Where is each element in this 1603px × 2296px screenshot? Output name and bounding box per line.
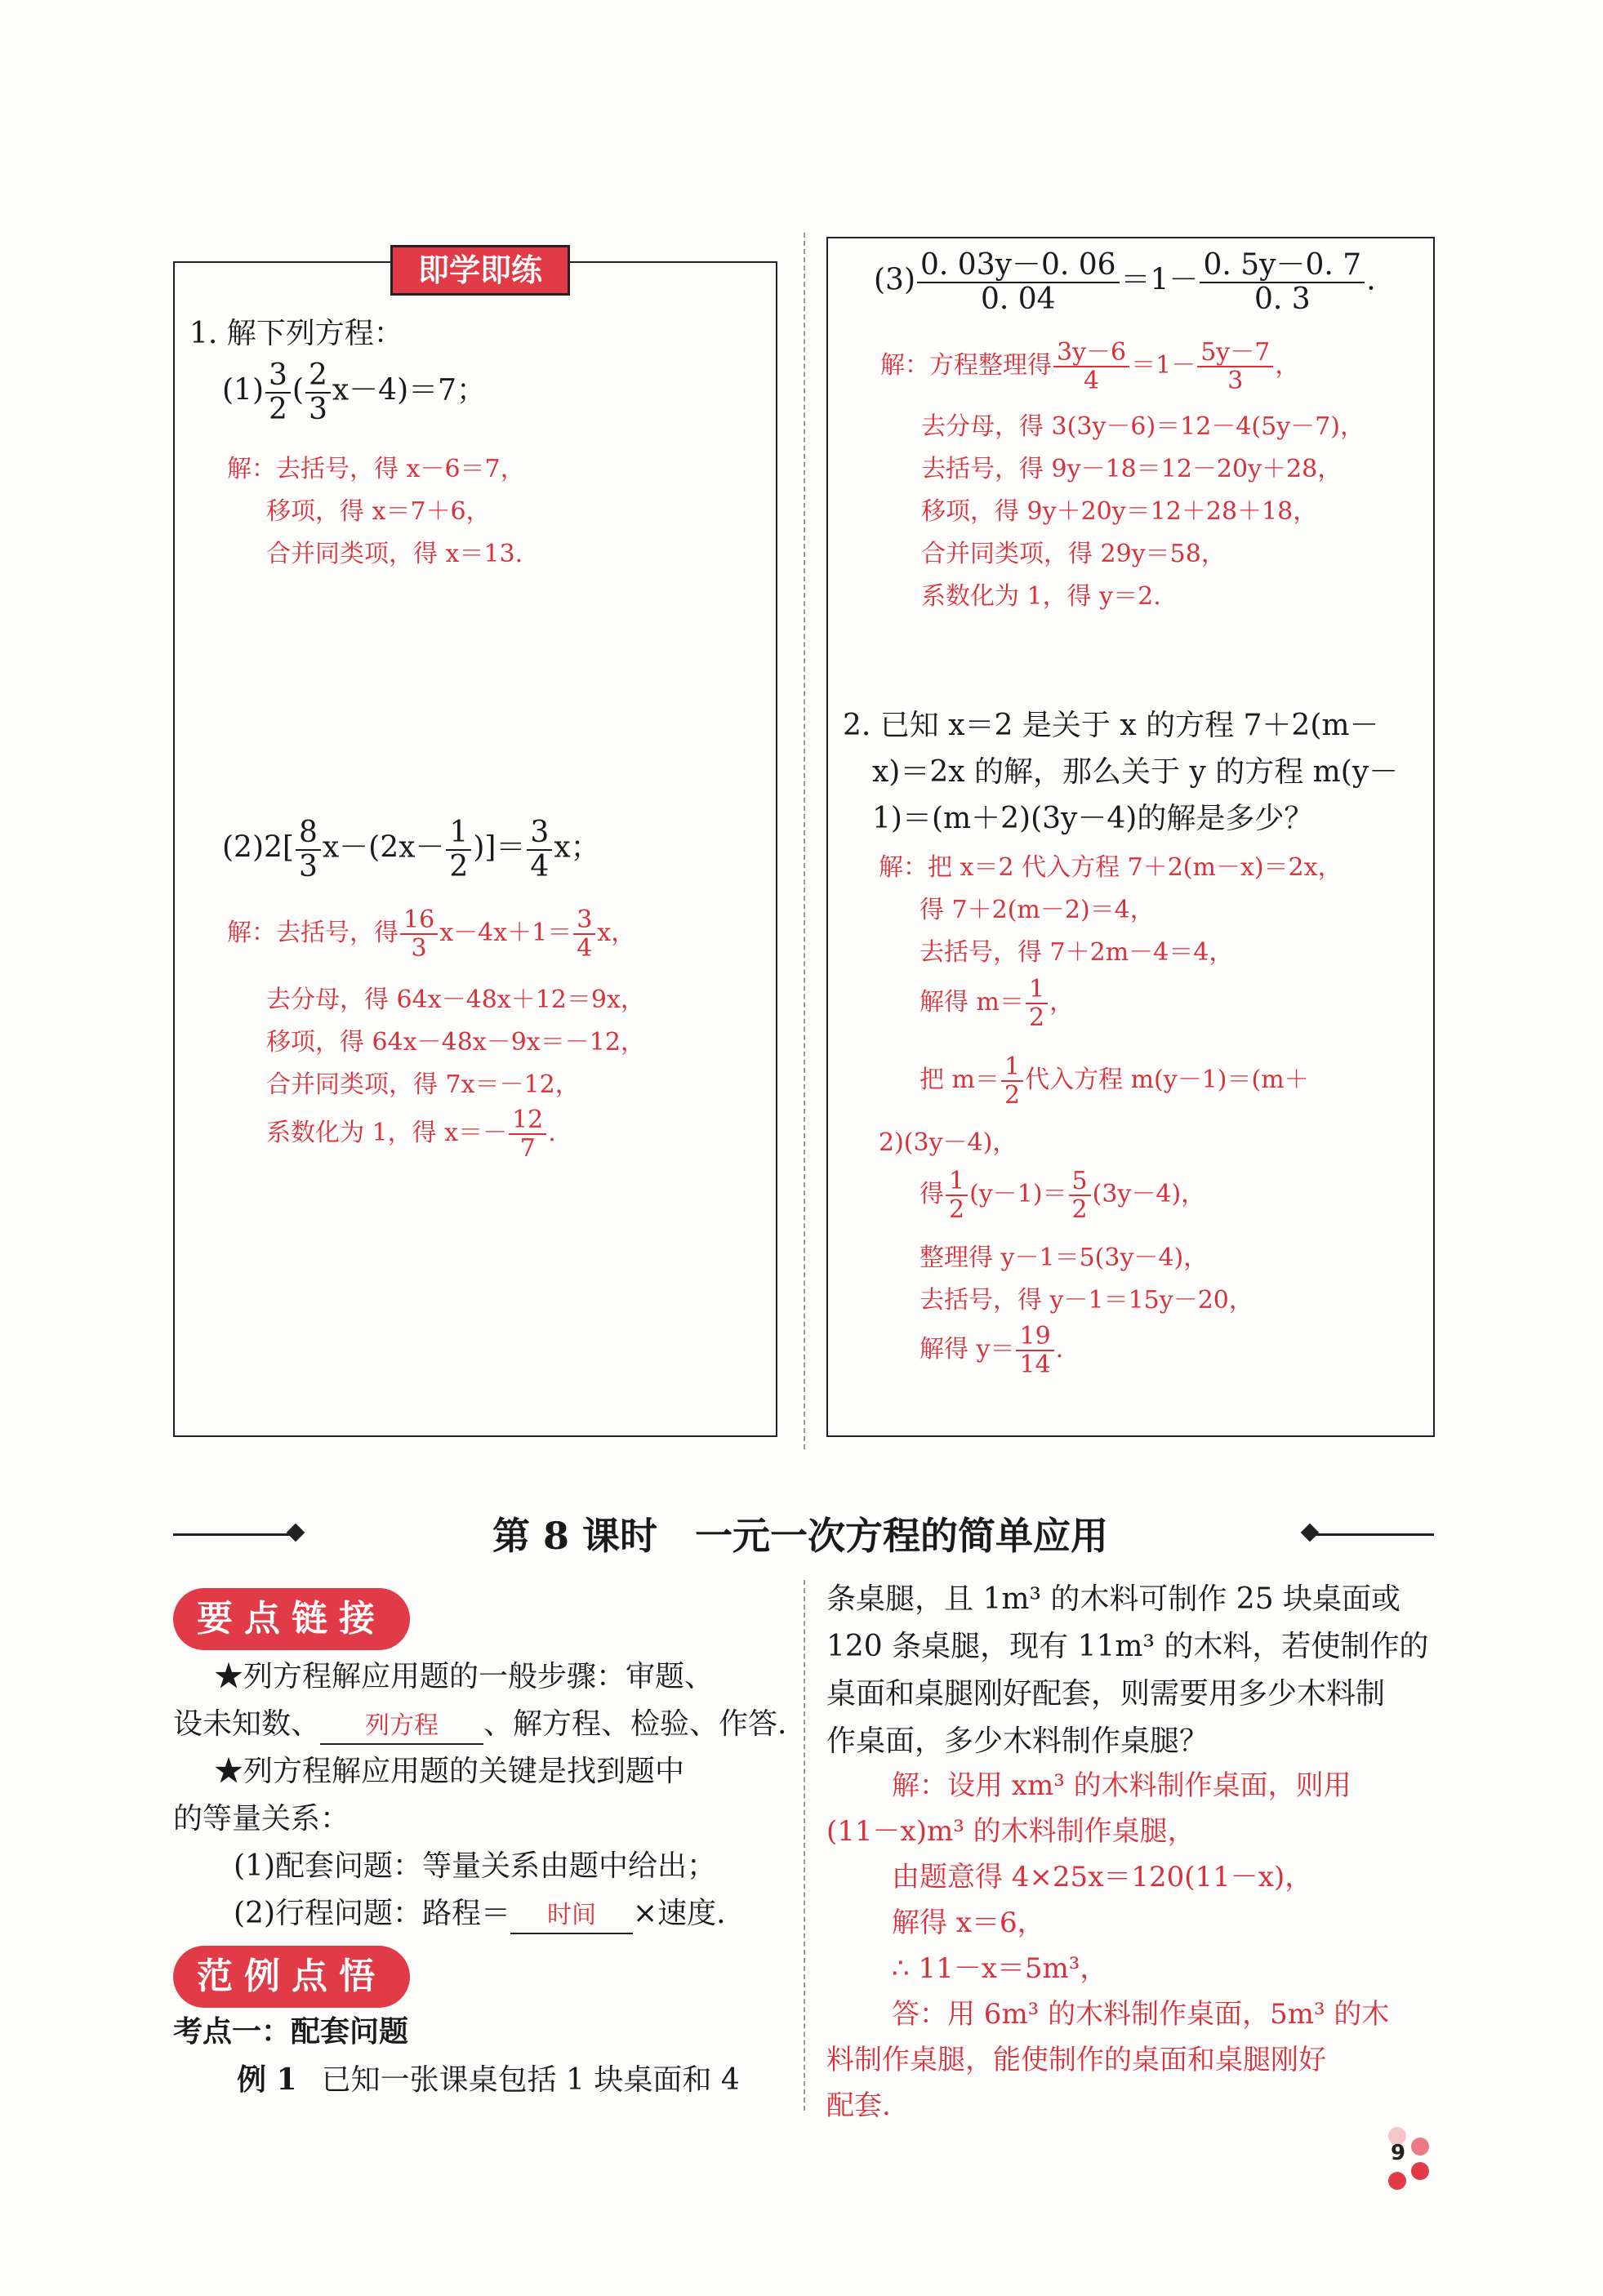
q2-line-0: 2. 已知 x＝2 是关于 x 的方程 7＋2(m－	[843, 709, 1379, 742]
s2-line-last: 系数化为 1，得 x＝－ $\frac{12}{7}$ .	[266, 1106, 556, 1163]
s3-line-2: 移项，得 9y＋20y＝12＋28＋18，	[921, 497, 1318, 526]
kp2-b: 的等量关系：	[173, 1802, 350, 1835]
heading-diamond-right	[1301, 1524, 1320, 1542]
ex1-sol-0: 解：设用 xm³ 的木料制作桌面，则用	[892, 1769, 1351, 1802]
kp1-b: 设未知数、 列方程 、解方程、检验、作答.	[173, 1705, 786, 1745]
q1-1-paren: (	[292, 373, 304, 407]
q1-2-frac2: $\frac{1}{2}$	[446, 817, 471, 883]
s3-line-1: 去括号，得 9y－18＝12－20y＋28，	[921, 455, 1343, 483]
kp3: (1)配套问题：等量关系由题中给出；	[234, 1849, 716, 1883]
kp2-a: ★列方程解应用题的关键是找到题中	[214, 1755, 685, 1788]
sq2-more-0: 整理得 y－1＝5(3y－4)，	[919, 1244, 1209, 1272]
q1-1-frac1: $\frac{3}{2}$	[265, 359, 291, 425]
example-1-text: 已知一张课桌包括 1 块桌面和 4	[321, 2063, 740, 2097]
practice-banner: 即学即练	[390, 245, 570, 296]
sq2-m: 解得 m＝ $\frac{1}{2}$ ，	[919, 975, 1075, 1032]
column-divider	[804, 233, 805, 1449]
ex1-sol-4: ∴ 11－x＝5m³，	[892, 1952, 1108, 1985]
s2-line-first: 解：去括号，得 $\frac{16}{3}$ x－4x＋1＝ $\frac{3}{4}$ x，	[227, 905, 636, 963]
ex1-sol-1: (11－x)m³ 的木料制作桌腿，	[826, 1815, 1196, 1848]
lesson-heading: 第 8 课时 一元一次方程的简单应用	[492, 1514, 1109, 1558]
heading-rule-left	[173, 1533, 296, 1536]
kp1-a: ★列方程解应用题的一般步骤：审题、	[214, 1660, 715, 1693]
s3-line-4: 系数化为 1，得 y＝2.	[921, 582, 1161, 611]
q1-2-mid: x－(2x－	[322, 830, 445, 865]
q1-1-label: (1)	[222, 373, 264, 407]
q1-2	[222, 817, 600, 883]
example-1	[237, 2060, 740, 2101]
s2-line-0: 去分母，得 64x－48x＋12＝9x，	[266, 986, 645, 1014]
sq2-more-1: 去括号，得 y－1＝15y－20，	[919, 1286, 1253, 1315]
q1-1-rest: x－4)＝7；	[332, 373, 487, 407]
s3-line-3: 合并同类项，得 29y＝58，	[921, 540, 1226, 568]
q1-title: 1. 解下列方程：	[189, 317, 403, 350]
s1-line-1: 移项，得 x＝7＋6，	[266, 497, 491, 526]
q1-2-frac1: $\frac{8}{3}$	[296, 817, 321, 883]
s3-line-first: 解：方程整理得 $\frac{3y-6}{4}$ ＝1－ $\frac{5y-7}{3}$ ，	[880, 338, 1300, 395]
s1-line-0: 解：去括号，得 x－6＝7，	[227, 455, 525, 483]
q2-line-1: x)＝2x 的解，那么关于 y 的方程 m(y－	[872, 755, 1399, 789]
ex1-sol-5: 答：用 6m³ 的木料制作桌面，5m³ 的木	[892, 1998, 1390, 2031]
page-number: 9	[1391, 2141, 1406, 2165]
examples-badge: 范例点悟	[173, 1946, 410, 2008]
s2-line-2: 合并同类项，得 7x＝－12，	[266, 1070, 580, 1099]
ex1-cont-1: 120 条桌腿，现有 11m³ 的木料，若使制作的	[826, 1630, 1429, 1663]
q1-2-label: (2)2[	[222, 830, 294, 865]
column-divider-lower	[804, 1580, 805, 2111]
q1-1	[222, 359, 486, 425]
heading-rule-right	[1311, 1533, 1434, 1536]
q1-2-frac3: $\frac{3}{4}$	[527, 817, 552, 883]
key-points-badge: 要点链接	[173, 1588, 410, 1650]
kp4: (2)行程问题：路程＝ 时间 ×速度.	[234, 1894, 726, 1934]
kp1-blank: 列方程	[320, 1710, 483, 1745]
ex1-sol-7: 配套.	[826, 2089, 891, 2122]
example-1-label: 例 1	[237, 2062, 297, 2097]
heading-diamond-left	[287, 1524, 305, 1542]
sq2-line-2: 去括号，得 7＋2m－4＝4，	[919, 938, 1234, 967]
kp4-blank: 时间	[510, 1899, 633, 1934]
q2-line-2: 1)＝(m＋2)(3y－4)的解是多少？	[872, 802, 1314, 835]
q1-1-frac2: $\frac{2}{3}$	[305, 359, 331, 425]
s3-line-0: 去分母，得 3(3y－6)＝12－4(5y－7)，	[921, 412, 1365, 441]
sq2-cont: 2)(3y－4)，	[879, 1128, 1017, 1157]
sq2-final: 解得 y＝ $\frac{19}{14}$ .	[919, 1322, 1064, 1379]
q1-2-end: x；	[554, 830, 600, 865]
ex1-cont-0: 条桌腿，且 1m³ 的木料可制作 25 块桌面或	[826, 1582, 1401, 1616]
sq2-get: 得 $\frac{1}{2}$ (y－1)＝ $\frac{5}{2}$ (3y－4)，	[919, 1167, 1206, 1224]
sq2-sub: 把 m＝ $\frac{1}{2}$ 代入方程 m(y－1)＝(m＋	[919, 1052, 1309, 1110]
s2-line-1: 移项，得 64x－48x－9x＝－12，	[266, 1028, 645, 1057]
topic-1: 考点一：配套问题	[173, 2015, 409, 2049]
s1-line-2: 合并同类项，得 x＝13.	[266, 540, 523, 568]
sq2-line-1: 得 7＋2(m－2)＝4，	[919, 896, 1155, 924]
q1-2-close: )]＝	[473, 830, 526, 865]
ex1-sol-6: 料制作桌腿，能使制作的桌面和桌腿刚好	[826, 2044, 1326, 2076]
ex1-cont-3: 作桌面，多少木料制作桌腿？	[826, 1724, 1209, 1758]
ex1-sol-2: 由题意得 4×25x＝120(11－x)，	[892, 1861, 1313, 1893]
q1-3: (3) $\frac{0. 03y-0. 06}{0. 04}$ ＝1－ $\frac{0. 5y-0. 7}{0. 3}$ .	[874, 248, 1376, 316]
ex1-sol-3: 解得 x＝6，	[892, 1907, 1045, 1939]
sq2-line-0: 解：把 x＝2 代入方程 7＋2(m－x)＝2x，	[879, 853, 1343, 882]
ex1-cont-2: 桌面和桌腿刚好配套，则需要用多少木料制	[826, 1677, 1386, 1711]
